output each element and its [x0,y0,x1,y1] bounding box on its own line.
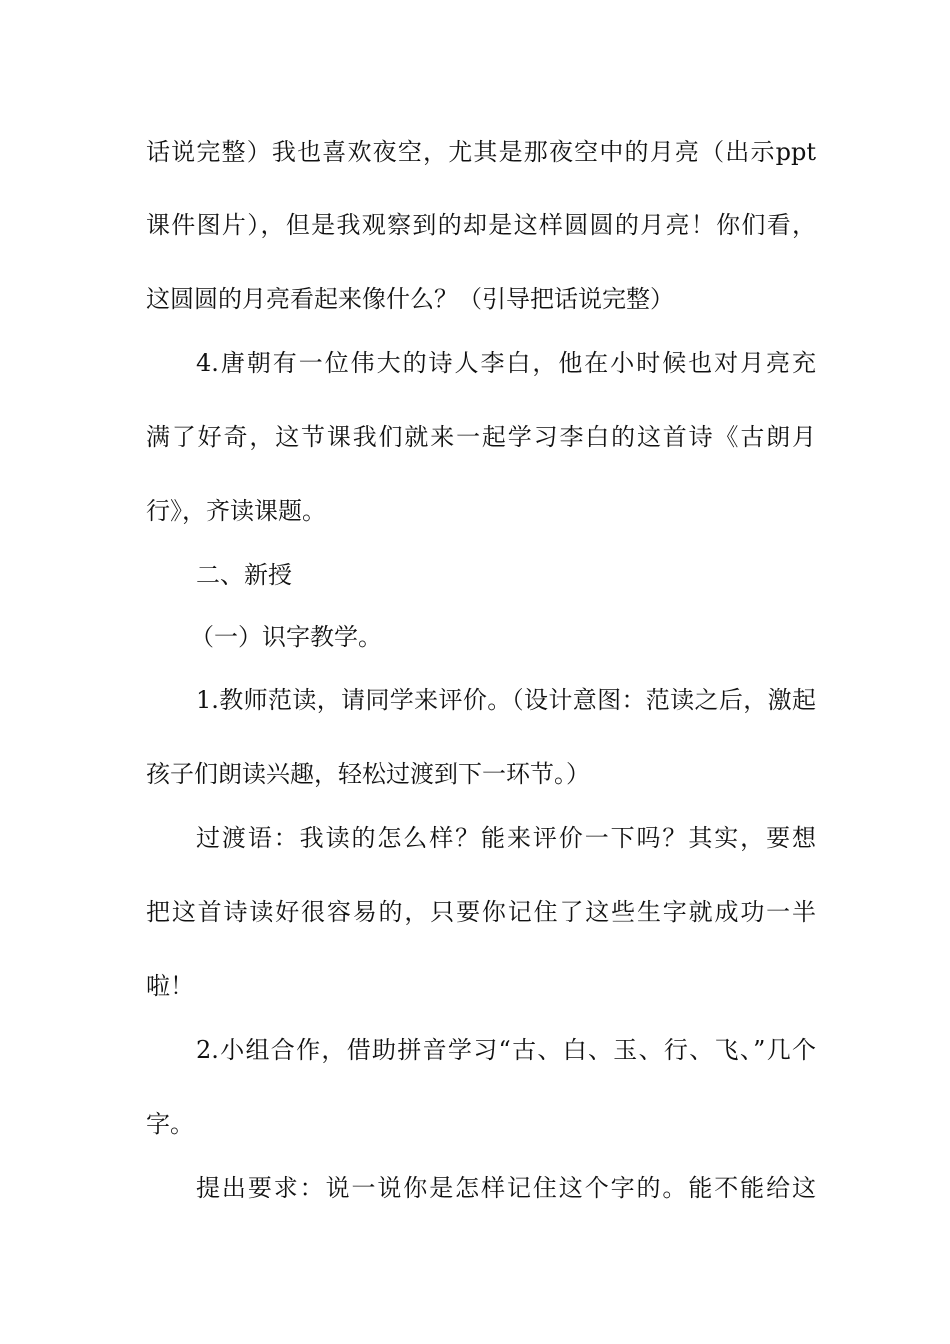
paragraph-line: 4.唐朝有一位伟大的诗人李白，他在小时候也对月亮充 [196,349,816,377]
paragraph-line: 过渡语：我读的怎么样？能来评价一下吗？其实，要想 [196,824,816,852]
section-heading: 二、新授 [196,561,292,589]
paragraph-line: 课件图片），但是我观察到的却是这样圆圆的月亮！你们看， [146,211,816,239]
paragraph-line: 满了好奇，这节课我们就来一起学习李白的这首诗《古朗月 [146,423,816,451]
paragraph-line: 孩子们朗读兴趣，轻松过渡到下一环节。） [146,760,590,788]
paragraph-line: 字。 [146,1110,194,1138]
paragraph-line: 啦！ [146,972,194,1000]
paragraph-line: 行》，齐读课题。 [146,497,326,525]
paragraph-line: 2.小组合作，借助拼音学习“古、白、玉、行、飞、”几个 [196,1036,816,1064]
paragraph-line: 把这首诗读好很容易的，只要你记住了这些生字就成功一半 [146,898,816,926]
paragraph-line: 提出要求：说一说你是怎样记住这个字的。能不能给这 [196,1174,816,1202]
paragraph-line: 1.教师范读，请同学来评价。（设计意图：范读之后，激起 [196,686,816,714]
paragraph-line: 话说完整）我也喜欢夜空，尤其是那夜空中的月亮（出示ppt [146,138,816,166]
paragraph-line: 这圆圆的月亮看起来像什么？（引导把话说完整） [146,285,674,313]
subsection-heading: （一）识字教学。 [190,623,382,651]
